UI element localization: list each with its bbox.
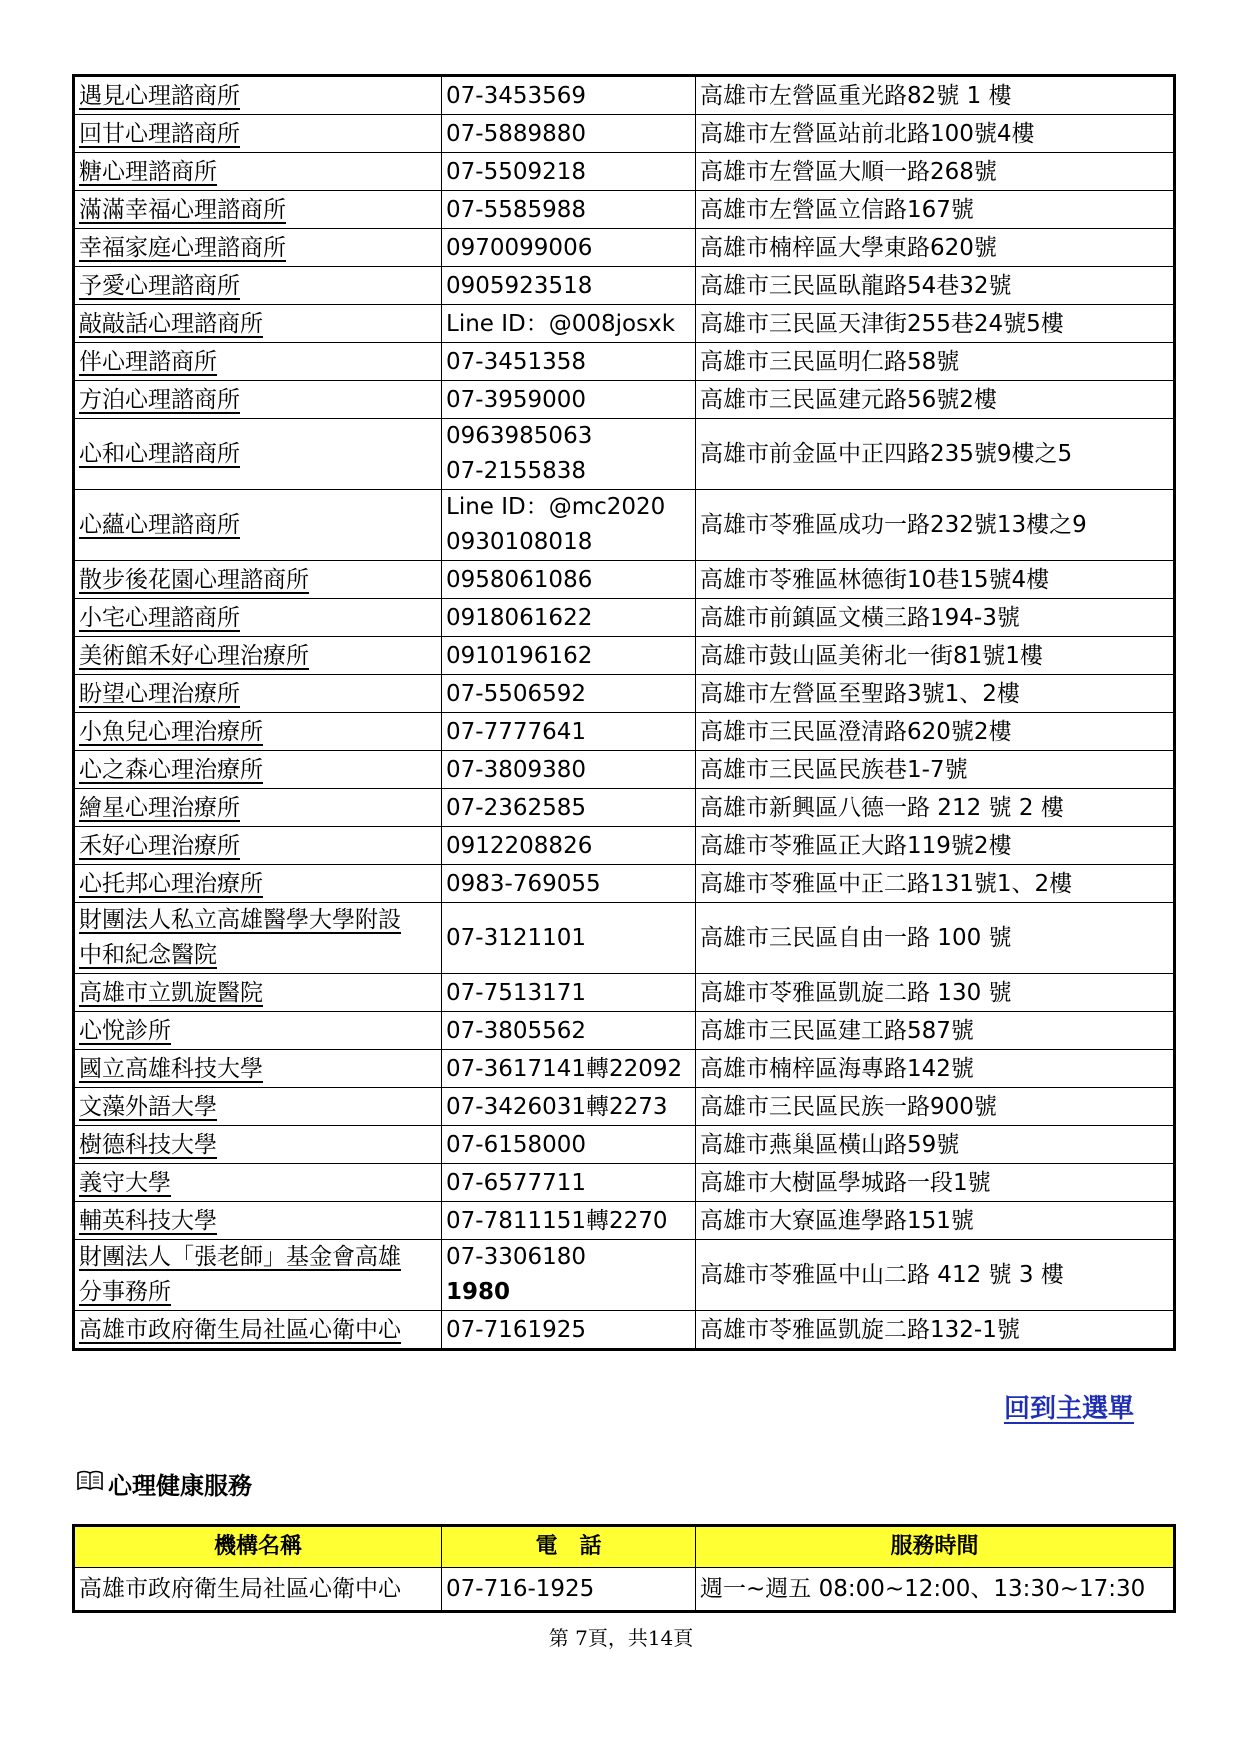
table-row	[74, 490, 1175, 561]
address-cell: 高雄市三民區自由一路 100 號	[696, 903, 1175, 974]
institution-name-link[interactable]: 遇見心理諮商所	[79, 82, 240, 109]
phone-cell	[442, 267, 696, 305]
institution-name-cell[interactable]	[74, 191, 442, 229]
service-table	[72, 1524, 1176, 1613]
phone-cell	[442, 1050, 696, 1088]
phone-line: 0905923518	[446, 272, 593, 299]
phone-line: 07-7161925	[446, 1316, 586, 1343]
institution-table	[72, 74, 1176, 1351]
phone-cell	[442, 865, 696, 903]
address-cell: 高雄市三民區天津街255巷24號5樓	[696, 305, 1175, 343]
institution-name-cell[interactable]	[74, 561, 442, 599]
back-to-main-menu-link[interactable]: 回到主選單	[1003, 1394, 1134, 1424]
institution-name-link[interactable]: 樹德科技大學	[79, 1131, 217, 1158]
institution-name-link[interactable]: 財團法人私立高雄醫學大學附設	[79, 907, 401, 933]
phone-line: 0970099006	[446, 234, 593, 261]
address-cell: 高雄市左營區立信路167號	[696, 191, 1175, 229]
phone-cell	[442, 115, 696, 153]
phone-cell	[442, 1240, 696, 1311]
address-cell: 高雄市大樹區學城路一段1號	[696, 1164, 1175, 1202]
institution-name-link[interactable]: 輔英科技大學	[79, 1207, 217, 1234]
phone-cell	[442, 381, 696, 419]
table-row	[74, 789, 1175, 827]
institution-name-cell[interactable]	[74, 675, 442, 713]
institution-name-cell[interactable]	[74, 1050, 442, 1088]
address-cell: 高雄市左營區大順一路268號	[696, 153, 1175, 191]
institution-name-cell[interactable]	[74, 1240, 442, 1311]
table-row	[74, 751, 1175, 789]
address-cell: 高雄市前金區中正四路235號9樓之5	[696, 419, 1175, 490]
phone-cell	[442, 343, 696, 381]
table-row	[74, 1088, 1175, 1126]
service-phone-cell: 07-716-1925	[442, 1568, 696, 1612]
institution-name-cell[interactable]	[74, 115, 442, 153]
institution-name-link[interactable]: 小宅心理諮商所	[79, 604, 240, 631]
phone-line: 07-5585988	[446, 196, 586, 223]
institution-name-cell[interactable]	[74, 305, 442, 343]
phone-line: Line ID：@mc2020	[446, 494, 666, 520]
institution-name-cell[interactable]	[74, 1164, 442, 1202]
table-row	[74, 827, 1175, 865]
table-row	[74, 381, 1175, 419]
phone-cell	[442, 191, 696, 229]
institution-name-cell[interactable]	[74, 490, 442, 561]
institution-name-link[interactable]: 心托邦心理治療所	[79, 870, 263, 897]
table-row	[74, 865, 1175, 903]
service-header-row	[74, 1526, 1175, 1568]
table-row	[74, 974, 1175, 1012]
institution-name-link[interactable]: 散步後花園心理諮商所	[79, 566, 309, 593]
service-hours-cell: 週一~週五 08:00~12:00、13:30~17:30	[696, 1568, 1175, 1612]
address-cell: 高雄市大寮區進學路151號	[696, 1202, 1175, 1240]
table-row	[74, 305, 1175, 343]
phone-line: 0930108018	[446, 529, 593, 555]
institution-name-cell[interactable]	[74, 1126, 442, 1164]
institution-name-link[interactable]: 幸福家庭心理諮商所	[79, 234, 286, 261]
institution-name-link[interactable]: 盼望心理治療所	[79, 680, 240, 707]
phone-cell	[442, 1311, 696, 1350]
table-row	[74, 1126, 1175, 1164]
table-row	[74, 561, 1175, 599]
address-cell: 高雄市三民區建元路56號2樓	[696, 381, 1175, 419]
phone-line: 0963985063	[446, 423, 593, 449]
table-row	[74, 903, 1175, 974]
institution-name-link[interactable]: 中和紀念醫院	[79, 942, 217, 968]
phone-line: 07-6158000	[446, 1131, 586, 1158]
table-row	[74, 76, 1175, 115]
phone-cell	[442, 675, 696, 713]
address-cell: 高雄市左營區重光路82號 1 樓	[696, 76, 1175, 115]
address-cell: 高雄市左營區至聖路3號1、2樓	[696, 675, 1175, 713]
phone-line: 07-3451358	[446, 348, 586, 375]
phone-line: 07-3306180	[446, 1244, 586, 1270]
institution-name-link[interactable]: 心和心理諮商所	[79, 441, 240, 467]
institution-name-link[interactable]: 繪星心理治療所	[79, 794, 240, 821]
phone-line: 07-2362585	[446, 794, 586, 821]
phone-cell	[442, 1088, 696, 1126]
page-footer: 第 7頁，共14頁	[548, 1626, 694, 1650]
address-cell: 高雄市前鎮區文橫三路194-3號	[696, 599, 1175, 637]
institution-name-link[interactable]: 禾好心理治療所	[79, 832, 240, 859]
institution-name-cell[interactable]	[74, 1202, 442, 1240]
phone-line: 07-5509218	[446, 158, 586, 185]
table-row	[74, 419, 1175, 490]
phone-cell	[442, 229, 696, 267]
institution-name-link[interactable]: 方泊心理諮商所	[79, 386, 240, 413]
address-cell: 高雄市三民區民族一路900號	[696, 1088, 1175, 1126]
address-cell: 高雄市燕巢區橫山路59號	[696, 1126, 1175, 1164]
table-row	[74, 191, 1175, 229]
address-cell: 高雄市三民區建工路587號	[696, 1012, 1175, 1050]
table-row	[74, 637, 1175, 675]
institution-name-cell[interactable]	[74, 827, 442, 865]
address-cell: 高雄市三民區臥龍路54巷32號	[696, 267, 1175, 305]
institution-name-cell[interactable]	[74, 229, 442, 267]
institution-name-link[interactable]: 滿滿幸福心理諮商所	[79, 196, 286, 223]
phone-cell	[442, 599, 696, 637]
table-row	[74, 1311, 1175, 1350]
institution-name-cell[interactable]	[74, 419, 442, 490]
institution-name-cell[interactable]	[74, 637, 442, 675]
institution-name-link[interactable]: 財團法人「張老師」基金會高雄	[79, 1244, 401, 1270]
institution-name-cell[interactable]	[74, 1012, 442, 1050]
table-row	[74, 599, 1175, 637]
phone-line: 0912208826	[446, 832, 593, 859]
address-cell: 高雄市楠梓區海專路142號	[696, 1050, 1175, 1088]
address-cell: 高雄市鼓山區美術北一街81號1樓	[696, 637, 1175, 675]
section-title: 心理健康服務	[108, 1472, 252, 1500]
institution-name-link[interactable]: 小魚兒心理治療所	[79, 718, 263, 745]
phone-line: Line ID：@008josxk	[446, 310, 676, 337]
address-cell: 高雄市三民區民族巷1-7號	[696, 751, 1175, 789]
address-cell: 高雄市新興區八德一路 212 號 2 樓	[696, 789, 1175, 827]
institution-name-link[interactable]: 高雄市立凱旋醫院	[79, 979, 263, 1006]
service-name-cell: 高雄市政府衛生局社區心衛中心	[74, 1568, 442, 1612]
phone-line: 0910196162	[446, 642, 593, 669]
phone-line: 07-7811151轉2270	[446, 1207, 668, 1234]
header-name: 機構名稱	[74, 1526, 442, 1568]
phone-line: 07-7513171	[446, 979, 586, 1006]
table-row	[74, 1240, 1175, 1311]
institution-name-cell[interactable]	[74, 1088, 442, 1126]
institution-name-link[interactable]: 敲敲話心理諮商所	[79, 310, 263, 337]
institution-name-link[interactable]: 文藻外語大學	[79, 1093, 217, 1120]
address-cell: 高雄市苓雅區正大路119號2樓	[696, 827, 1175, 865]
phone-cell	[442, 637, 696, 675]
table-row	[74, 153, 1175, 191]
institution-name-cell[interactable]	[74, 865, 442, 903]
phone-line: 0983-769055	[446, 870, 601, 897]
institution-name-link[interactable]: 伴心理諮商所	[79, 348, 217, 375]
phone-line: 07-3805562	[446, 1017, 586, 1044]
phone-line: 07-3959000	[446, 386, 586, 413]
institution-name-link[interactable]: 美術館禾好心理治療所	[79, 642, 309, 669]
phone-line: 0918061622	[446, 604, 593, 631]
phone-cell	[442, 561, 696, 599]
phone-cell	[442, 305, 696, 343]
institution-name-link[interactable]: 分事務所	[79, 1279, 171, 1305]
phone-cell	[442, 751, 696, 789]
phone-cell	[442, 827, 696, 865]
address-cell: 高雄市苓雅區中正二路131號1、2樓	[696, 865, 1175, 903]
institution-name-cell[interactable]	[74, 76, 442, 115]
phone-line: 07-3121101	[446, 925, 586, 951]
address-cell: 高雄市苓雅區成功一路232號13樓之9	[696, 490, 1175, 561]
phone-line: 07-3453569	[446, 82, 586, 109]
phone-line: 07-3617141轉22092	[446, 1055, 683, 1082]
service-row	[74, 1568, 1175, 1612]
institution-name-cell[interactable]	[74, 343, 442, 381]
table-row	[74, 1050, 1175, 1088]
institution-name-link[interactable]: 國立高雄科技大學	[79, 1055, 263, 1082]
phone-cell	[442, 974, 696, 1012]
table-row	[74, 675, 1175, 713]
phone-cell	[442, 1164, 696, 1202]
table-row	[74, 713, 1175, 751]
phone-line: 07-2155838	[446, 458, 586, 484]
table-row	[74, 229, 1175, 267]
table-row	[74, 1164, 1175, 1202]
table-row	[74, 1202, 1175, 1240]
institution-name-link[interactable]: 回甘心理諮商所	[79, 120, 240, 147]
institution-name-link[interactable]: 高雄市政府衛生局社區心衛中心	[79, 1316, 401, 1343]
institution-name-link[interactable]: 予愛心理諮商所	[79, 272, 240, 299]
phone-cell	[442, 1202, 696, 1240]
institution-name-cell[interactable]	[74, 974, 442, 1012]
institution-name-cell[interactable]	[74, 789, 442, 827]
institution-name-link[interactable]: 心悅診所	[79, 1017, 171, 1044]
institution-name-link[interactable]: 心之森心理治療所	[79, 756, 263, 783]
section-heading	[76, 1466, 252, 1501]
phone-line: 07-7777641	[446, 718, 586, 745]
institution-name-cell[interactable]	[74, 1311, 442, 1350]
institution-name-link[interactable]: 義守大學	[79, 1169, 171, 1196]
phone-cell	[442, 903, 696, 974]
phone-line: 07-5506592	[446, 680, 586, 707]
table-row	[74, 1012, 1175, 1050]
institution-name-link[interactable]: 心蘊心理諮商所	[79, 512, 240, 538]
phone-cell	[442, 490, 696, 561]
address-cell: 高雄市楠梓區大學東路620號	[696, 229, 1175, 267]
phone-cell	[442, 1012, 696, 1050]
phone-line: 1980	[446, 1279, 511, 1305]
phone-cell	[442, 153, 696, 191]
address-cell: 高雄市左營區站前北路100號4樓	[696, 115, 1175, 153]
address-cell: 高雄市苓雅區林德街10巷15號4樓	[696, 561, 1175, 599]
phone-cell	[442, 419, 696, 490]
address-cell: 高雄市苓雅區凱旋二路 130 號	[696, 974, 1175, 1012]
phone-line: 07-5889880	[446, 120, 586, 147]
phone-cell	[442, 789, 696, 827]
phone-cell	[442, 1126, 696, 1164]
phone-cell	[442, 76, 696, 115]
phone-line: 07-3426031轉2273	[446, 1093, 668, 1120]
header-hours: 服務時間	[696, 1526, 1175, 1568]
header-phone: 電 話	[442, 1526, 696, 1568]
table-row	[74, 115, 1175, 153]
table-row	[74, 267, 1175, 305]
institution-name-cell[interactable]	[74, 903, 442, 974]
address-cell: 高雄市三民區明仁路58號	[696, 343, 1175, 381]
institution-name-cell[interactable]	[74, 267, 442, 305]
institution-name-link[interactable]: 糖心理諮商所	[79, 158, 217, 185]
institution-name-cell[interactable]	[74, 713, 442, 751]
phone-cell	[442, 713, 696, 751]
book-icon	[76, 1470, 108, 1498]
institution-name-cell[interactable]	[74, 381, 442, 419]
institution-name-cell[interactable]	[74, 599, 442, 637]
institution-name-cell[interactable]	[74, 153, 442, 191]
address-cell: 高雄市三民區澄清路620號2樓	[696, 713, 1175, 751]
phone-line: 0958061086	[446, 566, 593, 593]
table-row	[74, 343, 1175, 381]
phone-line: 07-3809380	[446, 756, 586, 783]
address-cell: 高雄市苓雅區中山二路 412 號 3 樓	[696, 1240, 1175, 1311]
phone-line: 07-6577711	[446, 1169, 586, 1196]
institution-name-cell[interactable]	[74, 751, 442, 789]
address-cell: 高雄市苓雅區凱旋二路132-1號	[696, 1311, 1175, 1350]
